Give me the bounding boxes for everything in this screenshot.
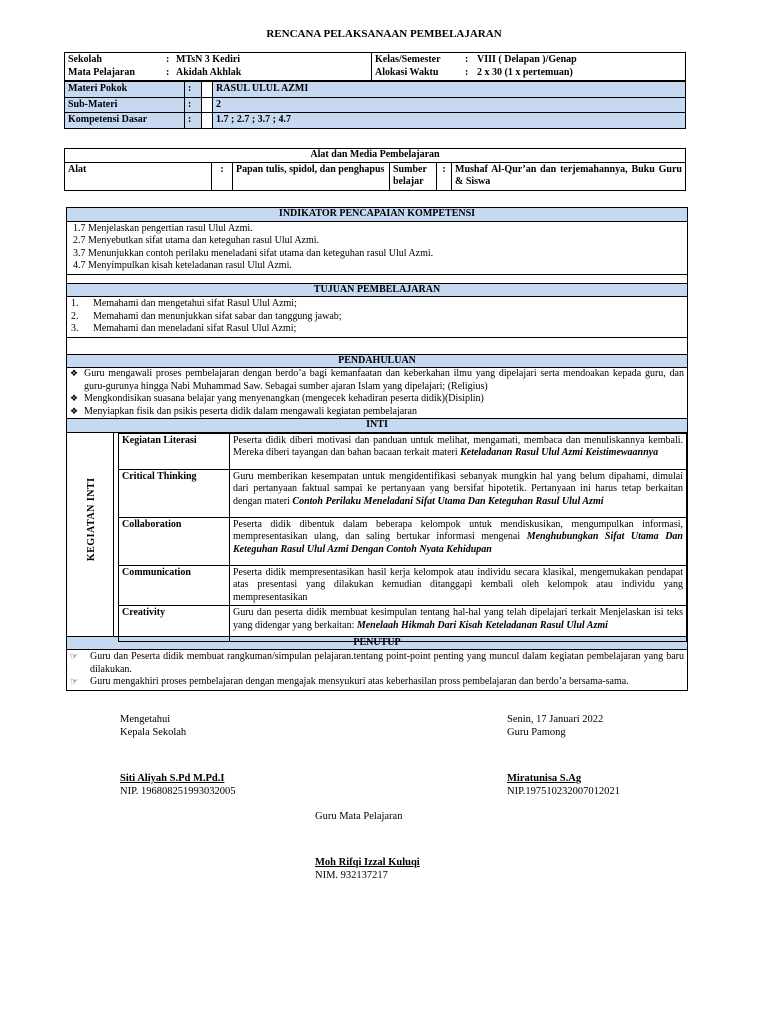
list-item: 2. Memahami dan menunjukkan sifat sabar dan tanggung jawab; <box>71 310 342 322</box>
sumber-label: Sumber belajar <box>390 162 437 190</box>
list-item: ❖ Guru mengawali proses pembelajaran dengan berdo’a bagi kemanfaatan dan keberkahan ilmu yang dipelajari serta mendoakan kepada guru, dan guru-gurunya hingga Nabi Muhammad Saw. Sebagai sumber ajaran Islam yang dipelajari; (Religius) <box>70 368 684 392</box>
row-label: Critical Thinking <box>119 469 230 517</box>
sign-right-line1: Senin, 17 Januari 2022 <box>507 714 604 725</box>
page-title: RENCANA PELAKSANAAN PEMBELAJARAN <box>266 28 502 40</box>
list-item: ☞ Guru mengakhiri proses pembelajaran dengan mengajak mensyukuri atas keberhasilan pross pembelajaran dan berdo’a bersama-sama. <box>70 676 629 687</box>
signature-center <box>315 810 420 882</box>
tujuan-list <box>67 297 687 338</box>
table-row <box>119 565 687 606</box>
row-text: Guru dan peserta didik membuat kesimpulan tentang hal-hal yang telah dipelajari terkait Menjelaskan isi teks yang didengar yang berkaitan: Menelaah Hikmah Dari Kisah Keteladanan Rasul Ulul Azmi <box>230 606 687 642</box>
list-item: 4.7 Menyimpulkan kisah keteladanan rasul Ulul Azmi. <box>73 260 292 271</box>
colon: : <box>166 54 170 65</box>
sign-center-nim: NIM. 932137217 <box>315 870 388 882</box>
row-text: Peserta didik mempresentasikan hasil kerja kelompok atau individu secara klasikal, mengemukakan pendapat atas presentasi yang dilakukan kemudian ditanggapi kembali oleh kelompok atau individu yang mempresentasikan <box>230 565 687 606</box>
list-item: 3. Memahami dan meneladani sifat Rasul Ulul Azmi; <box>71 323 297 334</box>
pointing-hand-icon: ☞ <box>70 676 79 686</box>
identity-table <box>64 52 686 81</box>
kd-label: Kompetensi Dasar <box>65 113 185 129</box>
signature-right <box>507 713 620 799</box>
sekolah-label: Sekolah <box>68 54 102 65</box>
row-text: Guru memberikan kesempatan untuk mengidentifikasi sebanyak mungkin hal yang belum dipahami, dimulai dari pertanyaan faktual sampai ke pertanyaan yang bersifat hipotetik. Pertanyaan ini harus tetap berkaitan dengan materi Contoh Perilaku Meneladani Sifat Utama Dan Keteguhan Rasul Ulul Azmi <box>230 469 687 517</box>
indikator-header: INDIKATOR PENCAPAIAN KOMPETENSI <box>67 208 687 222</box>
alokasi-label: Alokasi Waktu <box>375 66 439 78</box>
sign-left-line1: Mengetahui <box>120 714 171 725</box>
list-item: 1.7 Menjelaskan pengertian rasul Ulul Azmi. <box>73 222 253 234</box>
materi-table <box>64 81 686 129</box>
signature-left <box>120 713 236 799</box>
diamond-bullet-icon: ❖ <box>70 405 79 416</box>
colon: : <box>212 162 233 190</box>
table-row <box>119 606 687 642</box>
colon: : <box>465 66 469 78</box>
diamond-bullet-icon: ❖ <box>70 368 79 378</box>
inti-section <box>67 433 687 636</box>
alokasi-value: 2 x 30 (1 x pertemuan) <box>477 66 573 78</box>
pendahuluan-header: PENDAHULUAN <box>67 355 687 369</box>
colon: : <box>465 54 469 65</box>
colon: : <box>166 66 170 78</box>
sekolah-value: MTsN 3 Kediri <box>176 54 241 65</box>
colon: : <box>437 162 452 190</box>
list-item: 1. Memahami dan mengetahui sifat Rasul Ulul Azmi; <box>71 298 297 309</box>
penutup-header: PENUTUP <box>67 636 687 651</box>
tujuan-header: TUJUAN PEMBELAJARAN <box>67 284 687 298</box>
sub-materi-label: Sub-Materi <box>65 97 185 113</box>
sign-right-line2: Guru Pamong <box>507 727 566 739</box>
sign-center-name: Moh Rifqi Izzal Kuluqi <box>315 857 420 869</box>
kd-value: 1.7 ; 2.7 ; 3.7 ; 4.7 <box>213 113 686 129</box>
sign-left-nip: NIP. 196808251993032005 <box>120 786 236 798</box>
sign-right-nip: NIP.197510232007012021 <box>507 786 620 798</box>
row-label: Collaboration <box>119 517 230 565</box>
table-row <box>119 469 687 517</box>
alat-value: Papan tulis, spidol, dan penghapus <box>233 162 390 190</box>
list-item: 2.7 Menyebutkan sifat utama dan keteguhan rasul Ulul Azmi. <box>73 235 320 246</box>
alat-label: Alat <box>65 162 212 190</box>
sign-left-name: Siti Aliyah S.Pd M.Pd.I <box>120 773 225 785</box>
kelas-label: Kelas/Semester <box>375 54 441 65</box>
kelas-value: VIII ( Delapan )/Genap <box>477 54 577 65</box>
pointing-hand-icon: ☞ <box>70 651 79 661</box>
colon: : <box>185 82 202 98</box>
row-text: Peserta didik diberi motivasi dan panduan untuk melihat, mengamati, membaca dan menuliskannya kembali. Mereka diberi tayangan dan bahan bacaan terkait materi Keteladanan Rasul Ulul Azmi Keistimewaannya <box>230 433 687 469</box>
list-item: ❖ Mengkondisikan suasana belajar yang menyenangkan (mengecek kehadiran peserta didik)(Disiplin) <box>70 393 484 404</box>
diamond-bullet-icon: ❖ <box>70 393 79 403</box>
indikator-list <box>67 222 687 275</box>
row-text: Peserta didik dibentuk dalam beberapa kelompok untuk mendiskusikan, mengumpulkan informasi, mempresentasikan ulang, dan saling bertukar informasi mengenai Menghubungkan Sifat Utama Dan Keteguhan Rasul Ulul Azmi Dengan Contoh Nyata Kehidupan <box>230 517 687 565</box>
inti-header: INTI <box>67 418 687 433</box>
sign-right-name: Miratunisa S.Ag <box>507 773 582 785</box>
table-row <box>119 517 687 565</box>
materi-pokok-value: RASUL ULUL AZMI <box>213 82 686 98</box>
table-row <box>119 433 687 469</box>
inti-side <box>67 433 114 636</box>
sign-center-role: Guru Mata Pelajaran <box>315 811 403 822</box>
colon: : <box>185 113 202 129</box>
pendahuluan-list <box>67 368 687 418</box>
penutup-list <box>67 650 687 690</box>
list-item: 3.7 Menunjukkan contoh perilaku meneladani sifat utama dan keteguhan rasul Ulul Azmi. <box>73 247 434 259</box>
materi-pokok-label: Materi Pokok <box>65 82 185 98</box>
list-item: ☞ Guru dan Peserta didik membuat rangkuman/simpulan pelajaran.tentang point-point penting yang muncul dalam kegiatan pembelajaran yang baru dilakukan. <box>70 651 684 675</box>
row-label: Creativity <box>119 606 230 642</box>
alat-table <box>64 148 686 191</box>
row-label: Communication <box>119 565 230 606</box>
mapel-value: Akidah Akhlak <box>176 66 242 78</box>
mapel-label: Mata Pelajaran <box>68 66 135 78</box>
row-label: Kegiatan Literasi <box>119 433 230 469</box>
sub-materi-value: 2 <box>213 97 686 113</box>
sumber-value: Mushaf Al-Qur’an dan terjemahannya, Buku Guru & Siswa <box>452 162 686 190</box>
sign-left-line2: Kepala Sekolah <box>120 727 187 739</box>
colon: : <box>185 97 202 113</box>
identity-left <box>65 53 372 81</box>
inti-side-label: KEGIATAN INTI <box>85 476 97 561</box>
alat-header: Alat dan Media Pembelajaran <box>65 149 686 163</box>
inti-table <box>118 433 687 643</box>
main-block <box>66 207 688 691</box>
list-item: ❖ Menyiapkan fisik dan psikis peserta didik dalam mengawali kegiatan pembelajaran <box>70 405 417 417</box>
identity-right <box>372 53 686 81</box>
